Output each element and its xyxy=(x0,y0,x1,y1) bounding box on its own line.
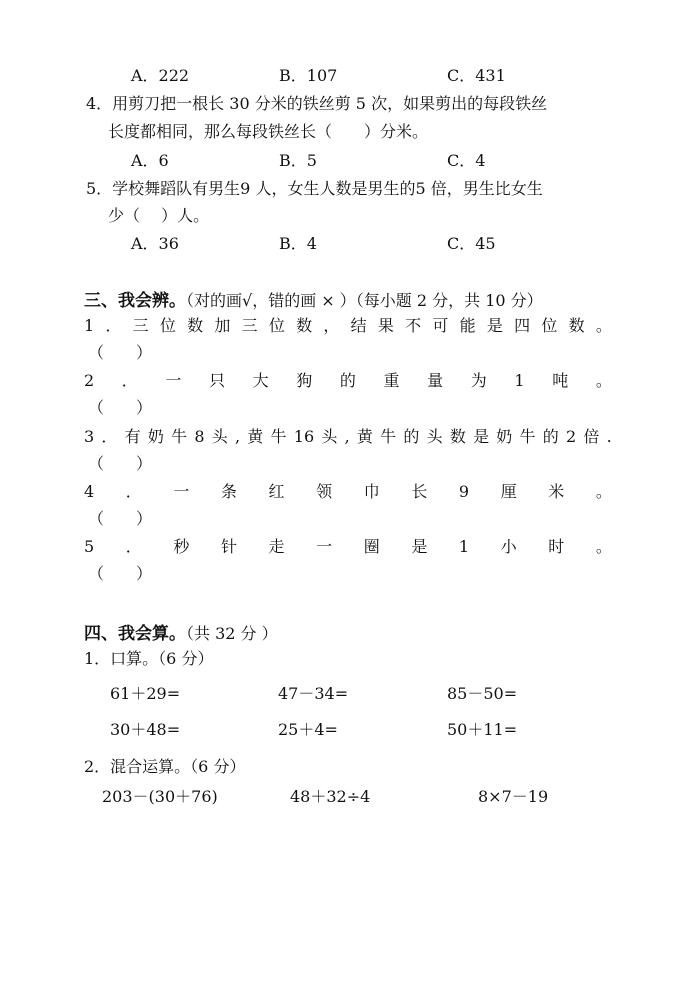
judge-item-char: 8 xyxy=(194,427,205,446)
q5-option-c: C．45 xyxy=(447,234,496,253)
judge-item-char: ． xyxy=(125,537,142,556)
judge-item-char: ， xyxy=(323,316,340,335)
judge-item-char: 圈 xyxy=(363,537,380,556)
judge-item-char: 位 xyxy=(268,316,285,335)
judge-item-char: , xyxy=(234,427,241,446)
oral-calc-item: 50＋11= xyxy=(447,720,518,739)
judge-item-char: 果 xyxy=(377,316,394,335)
oral-calc-item: 61＋29= xyxy=(110,684,181,703)
judge-item-char: 的 xyxy=(542,427,559,446)
judge-item-char: 。 xyxy=(595,537,612,556)
judge-item-char: 三 xyxy=(241,316,258,335)
judge-item-char: 数 xyxy=(568,316,585,335)
judge-item-char: 头 xyxy=(426,427,443,446)
judge-item-char: 数 xyxy=(449,427,466,446)
judge-item-char: 黄 xyxy=(247,427,264,446)
judge-item-char: 大 xyxy=(252,371,269,390)
judge-item-char: ． xyxy=(125,482,142,501)
judge-item-char: 条 xyxy=(220,482,237,501)
section3-header xyxy=(84,286,543,311)
judge-item-char: 巾 xyxy=(363,482,380,501)
judge-item-char: 走 xyxy=(268,537,285,556)
judge-item-char: 加 xyxy=(214,316,231,335)
judge-item-char: 量 xyxy=(427,371,444,390)
judge-item-char: 可 xyxy=(432,316,449,335)
judge-item-char: 长 xyxy=(411,482,428,501)
judge-item-number: 5 xyxy=(84,537,95,556)
judge-item-char: 能 xyxy=(459,316,476,335)
judge-item-char: 。 xyxy=(595,316,612,335)
judge-item-char: ． xyxy=(105,316,122,335)
judge-item-char: 针 xyxy=(220,537,237,556)
judge-item-char: 吨 xyxy=(552,371,569,390)
judge-item-line xyxy=(84,371,612,391)
judge-item-char: 一 xyxy=(173,482,190,501)
judge-item-line xyxy=(84,427,612,447)
section4-heading: 四、我会算。 xyxy=(84,624,186,644)
judge-item-char: 黄 xyxy=(356,427,373,446)
judge-item-char: 一 xyxy=(316,537,333,556)
answer-bracket[interactable]: （ ） xyxy=(88,509,153,528)
q5-option-b: B．4 xyxy=(279,234,317,253)
judge-item-char: ． xyxy=(121,371,138,390)
judge-item-char: 2 xyxy=(566,427,577,446)
judge-item-char: 结 xyxy=(350,316,367,335)
part2-title: 2．混合运算。（6 分） xyxy=(84,757,246,776)
judge-item-char: 不 xyxy=(405,316,422,335)
judge-item-char: 牛 xyxy=(270,427,287,446)
section4-note: （共 32 分 ） xyxy=(186,624,278,643)
answer-bracket[interactable]: （ ） xyxy=(88,564,153,583)
judge-item-char: 只 xyxy=(209,371,226,390)
judge-item-char: 奶 xyxy=(147,427,164,446)
judge-item-char: 狗 xyxy=(296,371,313,390)
judge-item-number: 4 xyxy=(84,482,95,501)
judge-item-char: 的 xyxy=(339,371,356,390)
judge-item-line xyxy=(84,316,612,336)
q3-option-c: C．431 xyxy=(447,66,506,85)
judge-item-char: 9 xyxy=(458,482,470,501)
judge-item-line xyxy=(84,537,612,557)
judge-item-char: 是 xyxy=(486,316,503,335)
judge-item-char: 秒 xyxy=(173,537,190,556)
judge-item-char: . xyxy=(606,427,612,446)
answer-bracket[interactable]: （ ） xyxy=(88,343,153,362)
q5-line2: 少（ ）人。 xyxy=(108,206,210,225)
judge-item-char: 小 xyxy=(500,537,517,556)
judge-item-number: 1 xyxy=(84,316,95,335)
q4-option-c: C．4 xyxy=(447,151,486,170)
judge-item-char: 1 xyxy=(458,537,470,556)
judge-item-char: 位 xyxy=(159,316,176,335)
judge-item-char: 1 xyxy=(514,371,525,390)
judge-item-char: 奶 xyxy=(496,427,513,446)
judge-item-char: 红 xyxy=(268,482,285,501)
q5-line1: 5．学校舞蹈队有男生9 人，女生人数是男生的5 倍，男生比女生 xyxy=(86,179,543,198)
judge-item-char: 。 xyxy=(595,371,612,390)
q4-option-b: B．5 xyxy=(279,151,317,170)
judge-item-char: 为 xyxy=(470,371,487,390)
judge-item-char: 。 xyxy=(595,482,612,501)
judge-item-char: , xyxy=(344,427,350,446)
judge-item-char: 厘 xyxy=(500,482,517,501)
judge-item-char: 领 xyxy=(316,482,333,501)
q4-line1: 4．用剪刀把一根长 30 分米的铁丝剪 5 次，如果剪出的每段铁丝 xyxy=(86,94,548,113)
judge-item-number: 3 xyxy=(84,427,95,446)
judge-item-char: 时 xyxy=(548,537,565,556)
judge-item-char: 数 xyxy=(187,316,204,335)
judge-item-char: 牛 xyxy=(380,427,397,446)
judge-item-char: 的 xyxy=(403,427,420,446)
judge-item-char: 牛 xyxy=(519,427,536,446)
judge-item-char: 头 xyxy=(321,427,338,446)
q4-option-a: A．6 xyxy=(131,151,169,170)
judge-item-char: 数 xyxy=(296,316,313,335)
answer-bracket[interactable]: （ ） xyxy=(88,398,153,417)
oral-calc-item: 25＋4= xyxy=(278,720,338,739)
judge-item-char: 位 xyxy=(541,316,558,335)
judge-item-number: 2 xyxy=(84,371,95,390)
judge-item-char: ． xyxy=(101,427,118,446)
q3-option-a: A．222 xyxy=(131,66,190,85)
section3-note: （对的画√，错的画 × ）（每小题 2 分，共 10 分） xyxy=(186,291,543,310)
mixed-calc-item: 48＋32÷4 xyxy=(290,787,371,806)
judge-item-char: 有 xyxy=(124,427,141,446)
judge-item-char: 四 xyxy=(514,316,531,335)
answer-bracket[interactable]: （ ） xyxy=(88,454,153,473)
oral-calc-item: 85－50= xyxy=(447,684,518,703)
q3-option-b: B．107 xyxy=(279,66,338,85)
judge-item-char: 头 xyxy=(211,427,228,446)
q4-line2: 长度都相同，那么每段铁丝长（ ）分米。 xyxy=(108,122,429,141)
judge-item-line xyxy=(84,482,612,502)
judge-item-char: 三 xyxy=(132,316,149,335)
section3-heading: 三、我会辨。 xyxy=(84,291,186,311)
judge-item-char: 是 xyxy=(473,427,490,446)
judge-item-char: 重 xyxy=(383,371,400,390)
judge-item-char: 一 xyxy=(165,371,182,390)
section4-header xyxy=(84,619,278,644)
judge-item-char: 是 xyxy=(411,537,428,556)
mixed-calc-item: 203－(30＋76) xyxy=(102,787,218,806)
oral-calc-item: 30＋48= xyxy=(110,720,181,739)
q5-option-a: A．36 xyxy=(131,234,179,253)
judge-item-char: 倍 xyxy=(583,427,600,446)
judge-item-char: 牛 xyxy=(171,427,188,446)
judge-item-char: 米 xyxy=(548,482,565,501)
judge-item-char: 16 xyxy=(293,427,315,446)
part1-title: 1．口算。（6 分） xyxy=(84,649,214,668)
oral-calc-item: 47－34= xyxy=(278,684,349,703)
mixed-calc-item: 8×7－19 xyxy=(478,787,549,806)
